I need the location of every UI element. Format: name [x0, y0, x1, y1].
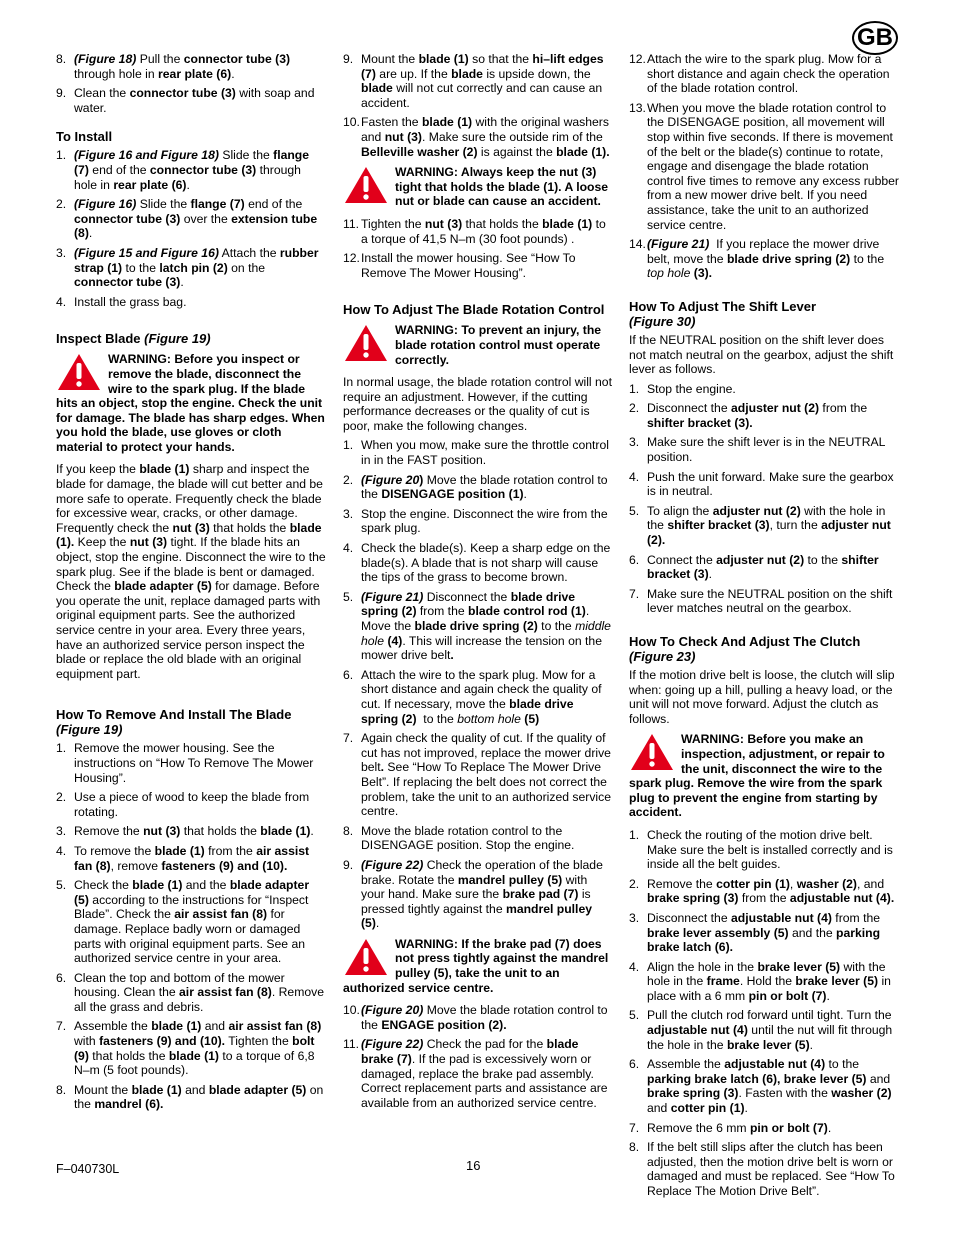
list-item [629, 828, 899, 872]
list-item [343, 1037, 613, 1110]
step-number: 2. [629, 401, 640, 416]
step-text: Attach the wire to the spark plug. Mow for a short distance and again check the operation of the blade rotation control. [647, 52, 890, 96]
list-item [56, 148, 326, 192]
list-item [56, 197, 326, 241]
step-text: Again check the quality of cut. If the quality of cut has not improved, replace the mower drive belt. See “How To Replace The Mower Drive Belt”. If replacing the belt does not correct the problem, take the unit to an authorized service centre. [361, 731, 611, 819]
list-item [343, 668, 613, 726]
list-item [629, 1057, 899, 1115]
heading-inspect-blade: Inspect Blade (Figure 19) [56, 331, 211, 347]
step-text: (Figure 21) If you replace the mower drive belt, move the blade drive spring (2) to the top hole (3). [647, 237, 885, 281]
step-number: 3. [343, 506, 354, 521]
warning-inspect: WARNING: Before you inspect or remove the blade, disconnect the wire to the spark plug. If the blade hits an object, stop the engine. Check the unit for damage. The blade has sharp edges. When you hold the blade, use gloves or cloth material to protect your hands. [56, 352, 325, 454]
step-number: 7. [56, 1019, 67, 1034]
warning-triangle-icon [56, 352, 102, 392]
heading-to-install: To Install [56, 129, 113, 145]
list-item [629, 504, 899, 548]
step-text: (Figure 20) Move the blade rotation control to the DISENGAGE position (1). [361, 472, 608, 502]
list-item [629, 382, 899, 397]
step-text: Mount the blade (1) and blade adapter (5) on the mandrel (6). [74, 1082, 324, 1112]
step-number: 2. [56, 197, 67, 212]
list-item [343, 438, 613, 467]
step-text: Check the routing of the motion drive belt. Make sure the belt is installed correctly and is inside all the belt guides. [647, 827, 893, 872]
list-item [56, 971, 326, 1015]
step-number: 3. [629, 910, 640, 925]
step-text: Stop the engine. Disconnect the wire from the spark plug. [361, 506, 608, 536]
step-number: 1. [629, 381, 640, 396]
step-text: Make sure the NEUTRAL position on the shift lever matches neutral on the gearbox. [647, 586, 893, 616]
step-text: Connect the adjuster nut (2) to the shifter bracket (3). [647, 552, 879, 582]
step-text: Fasten the blade (1) with the original washers and nut (3). Make sure the outside rim of the Belleville washer (2) is against the blade (1). [361, 115, 610, 159]
step-number: 4. [56, 294, 67, 309]
list-item [343, 1003, 613, 1032]
step-text: Check the blade (1) and the blade adapter (5) according to the instructions for “Inspect Blade”. Check the air assist fan (8) for damage. Replace badly worn or damaged parts with original equipment parts. See an authorized service centre in your area. [74, 878, 310, 966]
step-number: 8. [629, 1140, 640, 1155]
heading-remove-install-blade: How To Remove And Install The Blade (Figure 19) [56, 707, 292, 738]
list-item [629, 470, 899, 499]
heading-clutch: How To Check And Adjust The Clutch (Figure 23) [629, 634, 861, 664]
list-item [629, 1140, 899, 1198]
step-text: Make sure the shift lever is in the NEUTRAL position. [647, 435, 885, 465]
language-badge: GB [852, 21, 898, 55]
step-text: When you mow, make sure the throttle control in in the FAST position. [361, 438, 609, 468]
step-number: 10. [343, 115, 360, 130]
list-item [56, 790, 326, 819]
steps-shift [629, 382, 899, 616]
step-number: 6. [629, 552, 640, 567]
list-item [56, 824, 326, 839]
steps-remove-tube [56, 52, 326, 115]
steps-mount-blade [343, 52, 613, 159]
step-number: 9. [343, 52, 354, 66]
step-number: 2. [343, 472, 354, 487]
step-text: (Figure 16 and Figure 18) Slide the flange (7) end of the connector tube (3) through hole in rear plate (6). [74, 148, 310, 192]
step-text: Pull the clutch rod forward until tight. Turn the adjustable nut (4) until the nut will fit through the hole in the brake lever (5). [647, 1008, 893, 1052]
step-number: 4. [56, 843, 67, 858]
step-text: Push the unit forward. Make sure the gearbox is in neutral. [647, 469, 894, 499]
list-item [343, 590, 613, 663]
step-text: Use a piece of wood to keep the blade from rotating. [74, 790, 310, 819]
list-item [56, 52, 326, 81]
step-text: Remove the nut (3) that holds the blade (1). [74, 824, 314, 839]
step-number: 5. [343, 589, 354, 604]
heading-blade-rotation: How To Adjust The Blade Rotation Control [343, 302, 605, 318]
warning-triangle-icon [343, 323, 389, 363]
step-number: 4. [343, 541, 354, 556]
step-text: Tighten the nut (3) that holds the blade (1) to a torque of 41,5 N–m (30 foot pounds) . [361, 216, 606, 246]
step-number: 1. [343, 438, 354, 453]
step-number: 6. [629, 1057, 640, 1072]
step-number: 5. [56, 878, 67, 893]
list-item [343, 824, 613, 853]
list-item [56, 878, 326, 966]
step-number: 7. [629, 1120, 640, 1135]
step-number: 2. [629, 876, 640, 891]
step-number: 6. [343, 667, 354, 682]
step-number: 4. [629, 469, 640, 484]
warning-triangle-icon [343, 937, 389, 977]
step-number: 4. [629, 959, 640, 974]
warning-clutch: WARNING: Before you make an inspection, adjustment, or repair to the unit, disconnect the wire to the spark plug. Remove the wire from the spark plug to prevent the engine from starting by accident. [629, 732, 885, 820]
step-text: Align the hole in the brake lever (5) with the hole in the frame. Hold the brake lever (5) in place with a 6 mm pin or bolt (7). [647, 959, 891, 1003]
list-item [56, 844, 326, 873]
step-text: Check the blade(s). Keep a sharp edge on the blade(s). A blade that is not sharp will cause the tips of the grass to become brown. [361, 541, 611, 585]
list-item [629, 1121, 899, 1136]
column-right [629, 52, 899, 1204]
step-number: 2. [56, 790, 67, 805]
step-text: If the belt still slips after the clutch has been adjusted, then the motion drive belt is worn or damaged and must be replaced. See “How To Replace The Motion Drive Belt”. [647, 1140, 895, 1198]
step-text: Remove the cotter pin (1), washer (2), and brake spring (3) from the adjustable nut (4). [647, 876, 895, 906]
list-item [343, 52, 613, 110]
step-number: 14. [629, 237, 646, 252]
step-text: (Figure 15 and Figure 16) Attach the rubber strap (1) to the latch pin (2) on the connector tube (3). [74, 245, 319, 290]
list-item [629, 401, 899, 430]
step-number: 5. [629, 1008, 640, 1023]
step-text: Disconnect the adjustable nut (4) from the brake lever assembly (5) and the parking brake latch (6). [647, 910, 881, 955]
heading-shift-lever: How To Adjust The Shift Lever (Figure 30) [629, 298, 817, 329]
step-number: 9. [343, 857, 354, 872]
step-text: To align the adjuster nut (2) with the hole in the shifter bracket (3), turn the adjuster nut (2). [647, 503, 891, 548]
steps-remove-blade [56, 741, 326, 1112]
list-item [343, 251, 613, 280]
list-item [343, 473, 613, 502]
step-number: 3. [629, 435, 640, 450]
step-number: 7. [343, 731, 354, 746]
list-item [343, 858, 613, 931]
step-text: (Figure 22) Check the pad for the blade brake (7). If the pad is excessively worn or damaged, replace the brake pad assembly. Correct replacement parts and assistance are available from an authorized service centre. [361, 1037, 608, 1110]
warning-rotation: WARNING: To prevent an injury, the blade rotation control must operate correctly. [343, 323, 613, 367]
list-item [629, 553, 899, 582]
warning-nut: WARNING: Always keep the nut (3) tight that holds the blade (1). A loose nut or blade can cause an accident. [343, 165, 613, 209]
steps-rotation-a [343, 438, 613, 930]
step-number: 10. [343, 1003, 360, 1018]
list-item [343, 541, 613, 585]
column-middle [343, 52, 613, 1115]
step-number: 8. [343, 823, 354, 838]
inspect-paragraph: If you keep the blade (1) sharp and inspect the blade for damage, the blade will cut better and be more safe to operate. Frequently check the blade for excessive wear, cracks, or other damage. Frequently check the nut (3) that holds the blade (1). Keep the nut (3) tight. If the blade hits an object, stop the engine. Disconnect the wire to the spark plug. See if the blade is bent or damaged. Check the blade adapter (5) for damage. Before you operate the unit, replace damaged parts with original equipment parts. See the authorized service centre in your area. Every three years, have an authorized service person inspect the blade or replace the old blade with an original equipment part. [56, 462, 326, 681]
column-left [56, 52, 326, 1117]
step-text: When you move the blade rotation control to the DISENGAGE position, all movement will stop within five seconds. If there is movement of the belt or the blade(s) continue to rotate, engage and disengage the blade rotation control five times to remove any excess rubber from a new mower drive belt. If you need assistance, take the unit to an authorized service centre. [647, 100, 899, 232]
step-text: Disconnect the adjuster nut (2) from the shifter bracket (3). [647, 401, 868, 430]
shift-paragraph: If the NEUTRAL position on the shift lever does not match neutral on the gearbox, adjust the shift lever as follows. [629, 332, 894, 377]
step-text: Clean the connector tube (3) with soap and water. [74, 86, 315, 115]
list-item [56, 1083, 326, 1112]
step-number: 3. [56, 824, 67, 839]
list-item [343, 217, 613, 246]
step-number: 1. [56, 148, 67, 163]
step-text: Assemble the adjustable nut (4) to the parking brake latch (6), brake lever (5) and brake spring (3). Fasten with the washer (2) and cotter pin (1). [647, 1057, 892, 1116]
step-number: 11. [343, 1037, 360, 1052]
step-text: (Figure 16) Slide the flange (7) end of the connector tube (3) over the extension tube (8). [74, 197, 318, 241]
list-item [629, 911, 899, 955]
step-number: 12. [629, 52, 646, 66]
rotation-paragraph: In normal usage, the blade rotation control will not require an adjustment. However, if the cutting performance decreases or the quality of cut is poor, make the following changes. [343, 375, 612, 433]
step-number: 8. [56, 52, 67, 66]
step-text: Attach the wire to the spark plug. Mow for a short distance and again check the quality of cut. If necessary, move the blade drive spring (2) to the bottom hole (5) [361, 667, 602, 726]
step-text: Move the blade rotation control to the DISENGAGE position. Stop the engine. [361, 823, 575, 853]
step-text: Clean the top and bottom of the mower housing. Clean the air assist fan (8). Remove all the grass and debris. [74, 970, 324, 1014]
list-item [629, 587, 899, 616]
list-item [56, 246, 326, 290]
list-item [56, 1019, 326, 1077]
steps-tighten [343, 217, 613, 280]
step-text: To remove the blade (1) from the air assist fan (8), remove fasteners (9) and (10). [74, 843, 310, 873]
list-item [629, 52, 899, 96]
list-item [343, 731, 613, 819]
step-text: Install the mower housing. See “How To Remove The Mower Housing”. [361, 251, 576, 280]
step-text: (Figure 22) Check the operation of the blade brake. Rotate the mandrel pulley (5) with your hand. Make sure the brake pad (7) is pressed tightly against the mandrel pulley (5). [361, 857, 603, 931]
step-number: 6. [56, 970, 67, 985]
step-text: (Figure 21) Disconnect the blade drive spring (2) from the blade control rod (1). Move the blade drive spring (2) to the middle hole (4). This will increase the tension on the mower drive belt. [361, 589, 611, 663]
step-text: Remove the mower housing. See the instructions on “How To Remove The Mower Housing”. [74, 741, 314, 785]
list-item [56, 86, 326, 115]
step-number: 13. [629, 100, 646, 115]
step-text: Remove the 6 mm pin or bolt (7). [647, 1120, 832, 1135]
step-text: Mount the blade (1) so that the hi–lift edges (7) are up. If the blade is upside down, the blade will not cut correctly and can cause an accident. [361, 52, 604, 110]
list-item [343, 115, 613, 159]
list-item [343, 507, 613, 536]
steps-install [56, 148, 326, 309]
step-number: 1. [56, 741, 67, 756]
steps-rotation-c [629, 52, 899, 281]
step-number: 12. [343, 251, 360, 266]
list-item [629, 877, 899, 906]
document-code: F–040730L [56, 1162, 120, 1176]
warning-triangle-icon [343, 165, 389, 205]
list-item [629, 1008, 899, 1052]
step-text: Stop the engine. [647, 381, 736, 396]
list-item [629, 101, 899, 232]
step-number: 11. [343, 216, 360, 231]
step-text: Assemble the blade (1) and air assist fan (8) with fasteners (9) and (10). Tighten the bolt (9) that holds the blade (1) to a torque of 6,8 N–m (5 foot pounds). [74, 1019, 322, 1078]
step-number: 5. [629, 503, 640, 518]
step-text: Install the grass bag. [74, 294, 187, 309]
list-item [629, 237, 899, 281]
warning-brake: WARNING: If the brake pad (7) does not press tightly against the mandrel pulley (5), take the unit to an authorized service centre. [343, 936, 609, 995]
step-number: 7. [629, 586, 640, 601]
page-number: 16 [466, 1158, 481, 1173]
step-number: 8. [56, 1082, 67, 1097]
step-number: 1. [629, 827, 640, 842]
list-item [56, 741, 326, 785]
list-item [629, 960, 899, 1004]
step-text: (Figure 18) Pull the connector tube (3) through hole in rear plate (6). [74, 52, 291, 81]
steps-rotation-b [343, 1003, 613, 1110]
step-text: (Figure 20) Move the blade rotation control to the ENGAGE position (2). [361, 1003, 608, 1032]
clutch-paragraph: If the motion drive belt is loose, the clutch will slip when: going up a hill, pulling a heavy load, or the unit will not move forward. Adjust the clutch as follows. [629, 668, 895, 726]
list-item [56, 295, 326, 310]
warning-triangle-icon [629, 732, 675, 772]
steps-clutch [629, 828, 899, 1199]
step-number: 3. [56, 245, 67, 260]
list-item [629, 435, 899, 464]
step-number: 9. [56, 86, 67, 101]
